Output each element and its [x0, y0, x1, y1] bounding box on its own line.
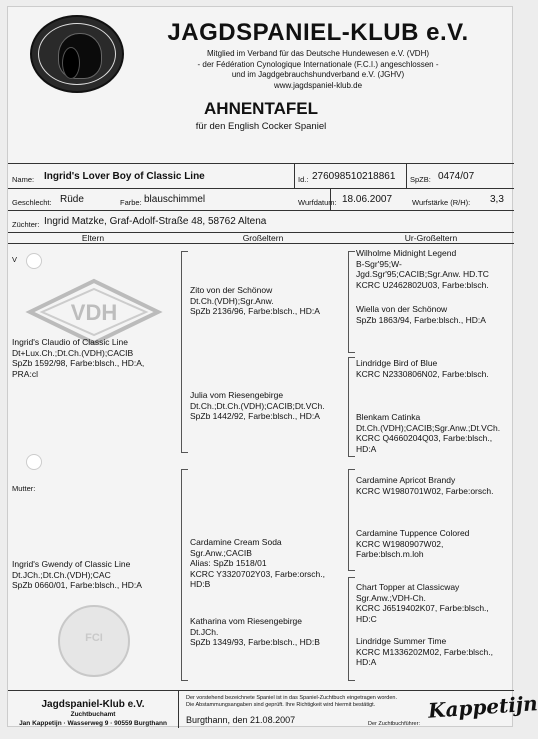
dog-line: Cardamine Tuppence Colored [356, 528, 470, 538]
dog-line: Dt.Ch.(VDH);Sgr.Anw. [190, 295, 274, 306]
dog-line: Sgr.Anw.;CACIB [190, 547, 252, 558]
color-label: Farbe: [120, 198, 142, 207]
dog-line: HD:B [190, 579, 211, 589]
pedigree-certificate [7, 6, 538, 727]
dog-line: Ingrid's Gwendy of Classic Line [12, 559, 131, 569]
signature: Kappetijn [427, 691, 538, 723]
dog-line: SpZb 1442/92, Farbe:blsch., HD:A [190, 411, 320, 421]
great-grandparent-entry [356, 475, 493, 496]
punch-hole [26, 253, 42, 269]
dog-line: SpZb 0660/01, Farbe:blsch., HD:A [12, 580, 142, 590]
dog-line: KCRC U2462802U03, Farbe:blsch. [356, 279, 489, 290]
dog-line: KCRC W1980907W02, [356, 538, 444, 549]
dog-line: SpZb 1592/98, Farbe:blsch., HD:A, [12, 358, 145, 368]
dog-line: Lindridge Summer Time [356, 636, 447, 646]
great-grandparent-entry [356, 528, 469, 560]
great-grandparent-entry [356, 636, 493, 668]
divider [8, 243, 514, 244]
dog-line: PRA:cl [12, 368, 38, 379]
note-line: Die Abstammungsangaben sind geprüft. Ihre Richtigkeit wird hiermit bestätigt. [186, 702, 376, 708]
dog-line: Katharina vom Riesengebirge [190, 616, 302, 626]
dog-name: Ingrid's Lover Boy of Classic Line [44, 171, 205, 182]
breeder-value: Ingrid Matzke, Graf-Adolf-Straße 48, 58762 Altena [44, 216, 267, 227]
name-label: Name: [12, 175, 35, 184]
footer-club-name: Jagdspaniel-Klub e.V. [41, 699, 145, 710]
bracket [181, 469, 188, 681]
dog-line: HD:A [356, 657, 377, 667]
vdh-logo [28, 279, 160, 345]
id-label: Id.: [298, 175, 309, 184]
litter-label: Wurfstärke (R/H): [412, 198, 471, 207]
bracket [348, 469, 355, 571]
divider [8, 188, 514, 189]
membership-line: Mitglied im Verband für das Deutsche Hundewesen e.V. (VDH) [206, 49, 430, 58]
dog-line: SpZb 2136/96, Farbe:blsch., HD:A [190, 306, 320, 316]
sex-label: Geschlecht: [12, 198, 52, 207]
dog-line: Blenkam Catinka [356, 412, 421, 422]
great-grandparent-entry [356, 412, 500, 454]
membership-info [138, 49, 498, 91]
great-grandparent-entry [356, 582, 489, 624]
color-value: blauschimmel [144, 194, 206, 205]
dam-entry [12, 559, 142, 591]
divider [178, 690, 179, 728]
document-subtitle: für den English Cocker Spaniel [195, 121, 327, 132]
bracket [348, 251, 355, 353]
membership-line: und im Jagdgebrauchshundverband e.V. (JGHV) [231, 70, 405, 79]
dog-line: Julia vom Riesengebirge [190, 390, 284, 400]
dog-line: SpZb 1863/94, Farbe:blsch., HD:A [356, 314, 486, 325]
dog-line: Dt.JCh. [190, 626, 219, 637]
breeder-label: Züchter: [12, 220, 40, 229]
dog-line: B-Sgr'95;W- [356, 258, 402, 269]
dog-line: Cardamine Apricot Brandy [356, 475, 456, 485]
website-link[interactable]: www.jagdspaniel-klub.de [273, 80, 363, 90]
dog-line: HD:C [356, 613, 377, 624]
grandparent-entry [190, 285, 320, 317]
dog-line: KCRC Y3320702Y03, Farbe:orsch., [190, 568, 325, 579]
sex-value: Rüde [60, 194, 84, 205]
great-grandparent-entry [356, 358, 489, 379]
dog-line: Dt.Ch.;Dt.Ch.(VDH);CACIB;Dt.VCh. [190, 400, 325, 411]
dog-line: KCRC W1980701W02, Farbe:orsch. [356, 485, 494, 496]
dog-line: Wilholme Midnight Legend [356, 248, 457, 258]
zuchtbuchfuehrer-label: Der Zuchtbuchführer: [368, 721, 420, 727]
dog-line: SpZb 1349/93, Farbe:blsch., HD:B [190, 637, 320, 647]
great-grandparent-entry [356, 304, 486, 325]
club-name: JAGDSPANIEL-KLUB e.V. [167, 19, 469, 46]
bracket [348, 357, 355, 457]
dog-line: Alias: SpZb 1518/01 [190, 558, 267, 568]
svg-text:VDH: VDH [70, 300, 118, 325]
dog-line: Zito von der Schönow [190, 285, 273, 295]
dog-line: Dt+Lux.Ch.;Dt.Ch.(VDH);CACIB [12, 347, 134, 358]
certification-note [186, 695, 416, 709]
dog-line: Cardamine Cream Soda [190, 537, 282, 547]
footer-zuchtbuchamt: Zuchtbuchamt [70, 711, 116, 718]
column-parents: Eltern [81, 233, 105, 243]
dog-line: Ingrid's Claudio of Classic Line [12, 337, 128, 347]
spzb-value: 0474/07 [438, 171, 475, 182]
dog-line: HD:A [356, 443, 377, 454]
grandparent-entry [190, 537, 325, 590]
divider [8, 690, 514, 691]
grandparent-entry [190, 616, 320, 648]
sire-label: V [12, 255, 18, 264]
divider [8, 210, 514, 211]
sire-entry [12, 337, 144, 379]
birth-label: Wurfdatum: [298, 198, 337, 207]
great-grandparent-entry [356, 248, 489, 290]
dam-label: Mutter: [12, 484, 36, 493]
bracket [181, 251, 188, 453]
grandparent-entry [190, 390, 325, 422]
dog-line: KCRC M1336202M02, Farbe:blsch., [356, 646, 494, 657]
club-logo [30, 15, 124, 93]
spzb-label: SpZB: [410, 175, 431, 184]
litter-value: 3,3 [490, 194, 504, 205]
id-value: 276098510218861 [312, 171, 396, 182]
divider [294, 163, 295, 188]
column-grandparents: Großeltern [242, 233, 284, 243]
note-line: Der vorstehend bezeichnete Spaniel ist in das Spaniel-Zuchtbuch eingetragen worden. [186, 695, 397, 701]
dog-line: Lindridge Bird of Blue [356, 358, 438, 368]
column-great-grandparents: Ur-Großeltern [404, 233, 458, 243]
dog-line: Chart Topper at Classicway [356, 582, 460, 592]
bracket [348, 577, 355, 681]
dog-line: Farbe:blsch.m.loh [356, 549, 424, 559]
fci-logo: FCI [58, 605, 130, 677]
dog-line: KCRC N2330806N02, Farbe:blsch. [356, 368, 489, 379]
punch-hole [26, 454, 42, 470]
divider [406, 163, 407, 188]
dog-line: Dt.JCh.;Dt.Ch.(VDH);CAC [12, 569, 111, 580]
membership-line: - der Fédération Cynologique Internationale (F.C.I.) angeschlossen - [197, 59, 439, 69]
dog-line: Dt.Ch.(VDH);CACIB;Sgr.Anw.;Dt.VCh. [356, 422, 501, 433]
dog-line: Sgr.Anw.;VDH-Ch. [356, 592, 426, 603]
dog-line: Wiella von der Schönow [356, 304, 448, 314]
birth-value: 18.06.2007 [342, 194, 393, 205]
dog-line: KCRC Q4660204Q03, Farbe:blsch., [356, 433, 493, 443]
place-date: Burgthann, den 21.08.2007 [186, 715, 296, 725]
dog-line: Jgd.Sgr'95;CACIB;Sgr.Anw. HD.TC [356, 269, 489, 279]
dog-line: KCRC J6519402K07, Farbe:blsch., [356, 603, 489, 613]
document-title: AHNENTAFEL [204, 99, 318, 118]
footer-address: Jan Kappetijn · Wasserweg 9 · 90559 Burgthann [19, 720, 167, 727]
divider [8, 163, 514, 164]
